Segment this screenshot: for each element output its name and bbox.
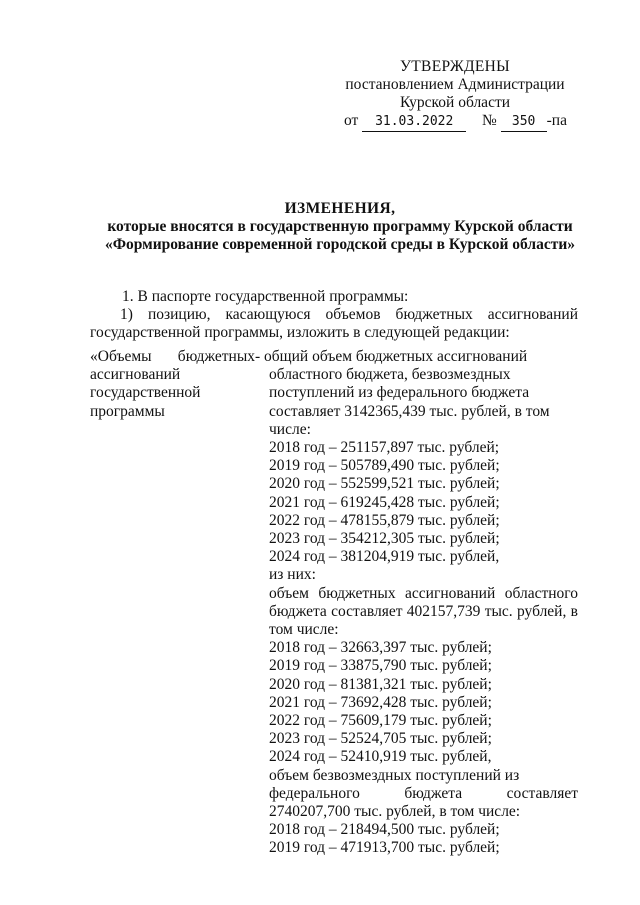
right-row: 2018 год – 251157,897 тыс. рублей; [269, 439, 500, 457]
right-row: том числе: [269, 621, 339, 639]
approval-block [330, 58, 580, 113]
point-1: 1. В паспорте государственной программы: [122, 288, 409, 305]
right-row: 2020 год – 552599,521 тыс. рублей; [269, 475, 500, 493]
heading-line-2: «Формирование современной городской среды в Курской области» [104, 236, 576, 254]
right-row: 2019 год – 471913,700 тыс. рублей; [269, 839, 500, 857]
right-row: 2024 год – 52410,919 тыс. рублей, [269, 748, 492, 766]
right-row: бюджета составляет 402157,739 тыс. рублей, в [269, 602, 578, 620]
right-row: 2022 год – 75609,179 тыс. рублей; [269, 712, 492, 730]
document-heading [90, 200, 590, 255]
right-row: поступлений из федерального бюджета [269, 384, 530, 402]
right-row: федерального бюджета составляет [269, 784, 578, 802]
approval-line-1: постановлением Администрации [345, 76, 565, 94]
subpoint-1-line-1: 1) позицию, касающуюся объемов бюджетных ассигнований [120, 306, 578, 324]
right-row: 2020 год – 81381,321 тыс. рублей; [269, 675, 492, 693]
decree-suffix: -па [546, 112, 567, 129]
subpoint-1-line-2: государственной программы, изложить в следующей редакции: [90, 324, 510, 342]
right-row: 2024 год – 381204,919 тыс. рублей, [269, 548, 500, 566]
right-row: объем бюджетных ассигнований областного [269, 584, 578, 602]
right-row: - общий объем бюджетных ассигнований [255, 348, 528, 365]
from-label: от [344, 112, 359, 129]
right-row: 2023 год – 354212,305 тыс. рублей; [269, 530, 500, 548]
right-row: 2022 год – 478155,879 тыс. рублей; [269, 511, 500, 529]
decree-date: 31.03.2022 [362, 113, 466, 132]
approval-line-2: Курской области [399, 94, 511, 112]
right-row: 2023 год – 52524,705 тыс. рублей; [269, 730, 492, 748]
table-left-column [90, 348, 255, 421]
right-row: объем безвозмездных поступлений из [269, 766, 520, 784]
right-row: числе: [269, 420, 311, 438]
heading-title: ИЗМЕНЕНИЯ, [284, 200, 396, 217]
right-row: 2018 год – 32663,397 тыс. рублей; [269, 639, 492, 657]
heading-line-1: которые вносятся в государственную программу Курской области [107, 218, 573, 236]
left-row: государственной [90, 384, 201, 402]
right-row: областного бюджета, безвозмездных [269, 366, 511, 384]
approval-title: УТВЕРЖДЕНЫ [400, 58, 510, 75]
right-row: 2019 год – 505789,490 тыс. рублей; [269, 457, 500, 475]
left-row: ассигнований [90, 366, 181, 384]
decree-number: 350 [501, 113, 547, 132]
approval-dateline [344, 112, 567, 132]
right-row: 2021 год – 619245,428 тыс. рублей; [269, 493, 500, 511]
right-row: составляет 3142365,439 тыс. рублей, в том [269, 402, 550, 420]
right-row: 2740207,700 тыс. рублей, в том числе: [269, 803, 521, 821]
left-row: программы [90, 402, 165, 420]
table-right-column [255, 348, 578, 858]
right-row: 2021 год – 73692,428 тыс. рублей; [269, 693, 492, 711]
right-row: 2018 год – 218494,500 тыс. рублей; [269, 821, 500, 839]
number-label: № [481, 112, 497, 129]
right-row: 2019 год – 33875,790 тыс. рублей; [269, 657, 492, 675]
left-row: «Объемы бюджетных [90, 348, 255, 365]
right-row: из них: [269, 566, 316, 584]
intro-section [90, 288, 578, 343]
